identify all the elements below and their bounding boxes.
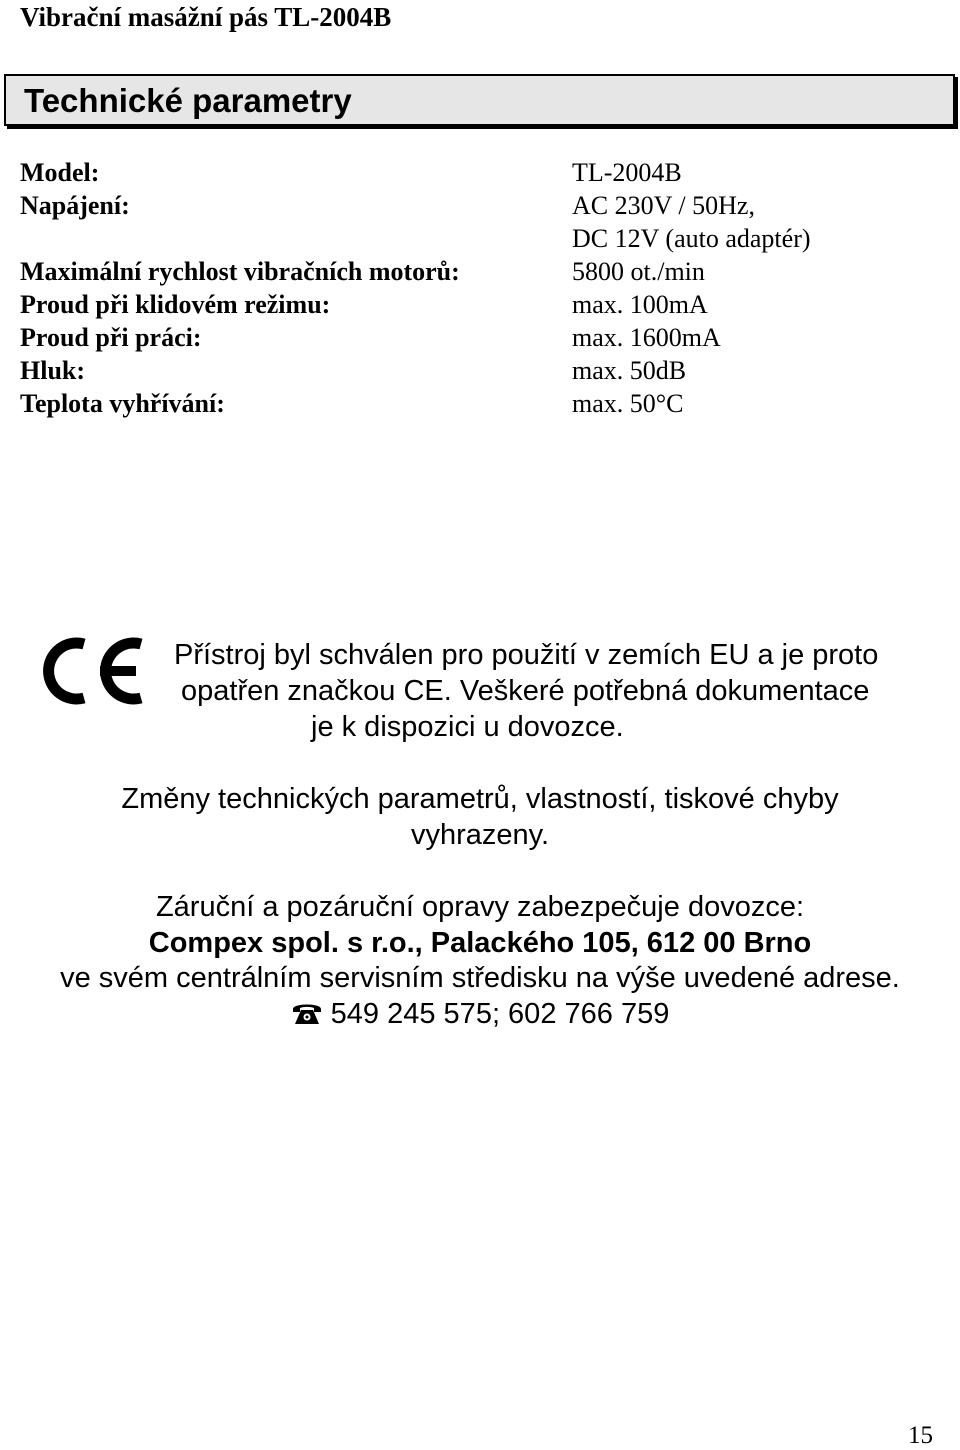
spec-label: Teplota vyhřívání:	[20, 389, 225, 418]
phone-numbers: 549 245 575; 602 766 759	[330, 998, 670, 1030]
warranty-service-line: ve svém centrálním servisním středisku na výše uvedené adrese.	[60, 962, 900, 994]
warranty-intro: Záruční a pozáruční opravy zabezpečuje dovozce:	[155, 891, 805, 923]
spec-value: TL-2004B	[572, 158, 682, 187]
spec-value: max. 50dB	[572, 356, 687, 385]
spec-label: Napájení:	[20, 191, 130, 220]
changes-notice-line: Změny technických parametrů, vlastností, tiskové chyby	[121, 783, 839, 815]
spec-label: Maximální rychlost vibračních motorů:	[20, 257, 460, 286]
changes-notice-line: vyhrazeny.	[410, 819, 550, 851]
telephone-icon	[291, 1000, 323, 1026]
document-title: Vibrační masážní pás TL-2004B	[20, 2, 392, 32]
spec-value: max. 1600mA	[572, 323, 721, 352]
section-heading: Technické parametry	[24, 82, 352, 119]
spec-value: max. 50°C	[572, 389, 684, 418]
spec-row	[0, 156, 960, 189]
spec-row	[0, 255, 960, 288]
spec-label: Model:	[20, 158, 100, 187]
spec-value: 5800 ot./min	[572, 257, 705, 286]
spec-value: max. 100mA	[572, 290, 708, 319]
importer-address: Compex spol. s r.o., Palackého 105, 612 00 Brno	[148, 927, 812, 959]
spec-label: Hluk:	[20, 356, 86, 385]
spec-value: DC 12V (auto adaptér)	[572, 224, 811, 253]
spec-row	[0, 189, 960, 222]
ce-notice-line: opatřen značkou CE. Veškeré potřebná dokumentace	[181, 675, 870, 707]
spec-label: Proud při práci:	[20, 323, 202, 352]
spec-label: Proud při klidovém režimu:	[20, 290, 331, 319]
page-number: 15	[908, 1422, 933, 1449]
spec-row	[0, 288, 960, 321]
spec-row	[0, 354, 960, 387]
spec-row	[0, 387, 960, 420]
ce-notice-line: je k dispozici u dovozce.	[311, 711, 624, 743]
spec-row	[0, 222, 960, 255]
spec-value: AC 230V / 50Hz,	[572, 191, 755, 220]
ce-notice-line: Přístroj byl schválen pro použití v zemích EU a je proto	[174, 639, 879, 671]
ce-mark-icon	[38, 632, 148, 710]
spec-row	[0, 321, 960, 354]
section-heading-box	[4, 74, 955, 126]
phone-line	[0, 996, 960, 1032]
